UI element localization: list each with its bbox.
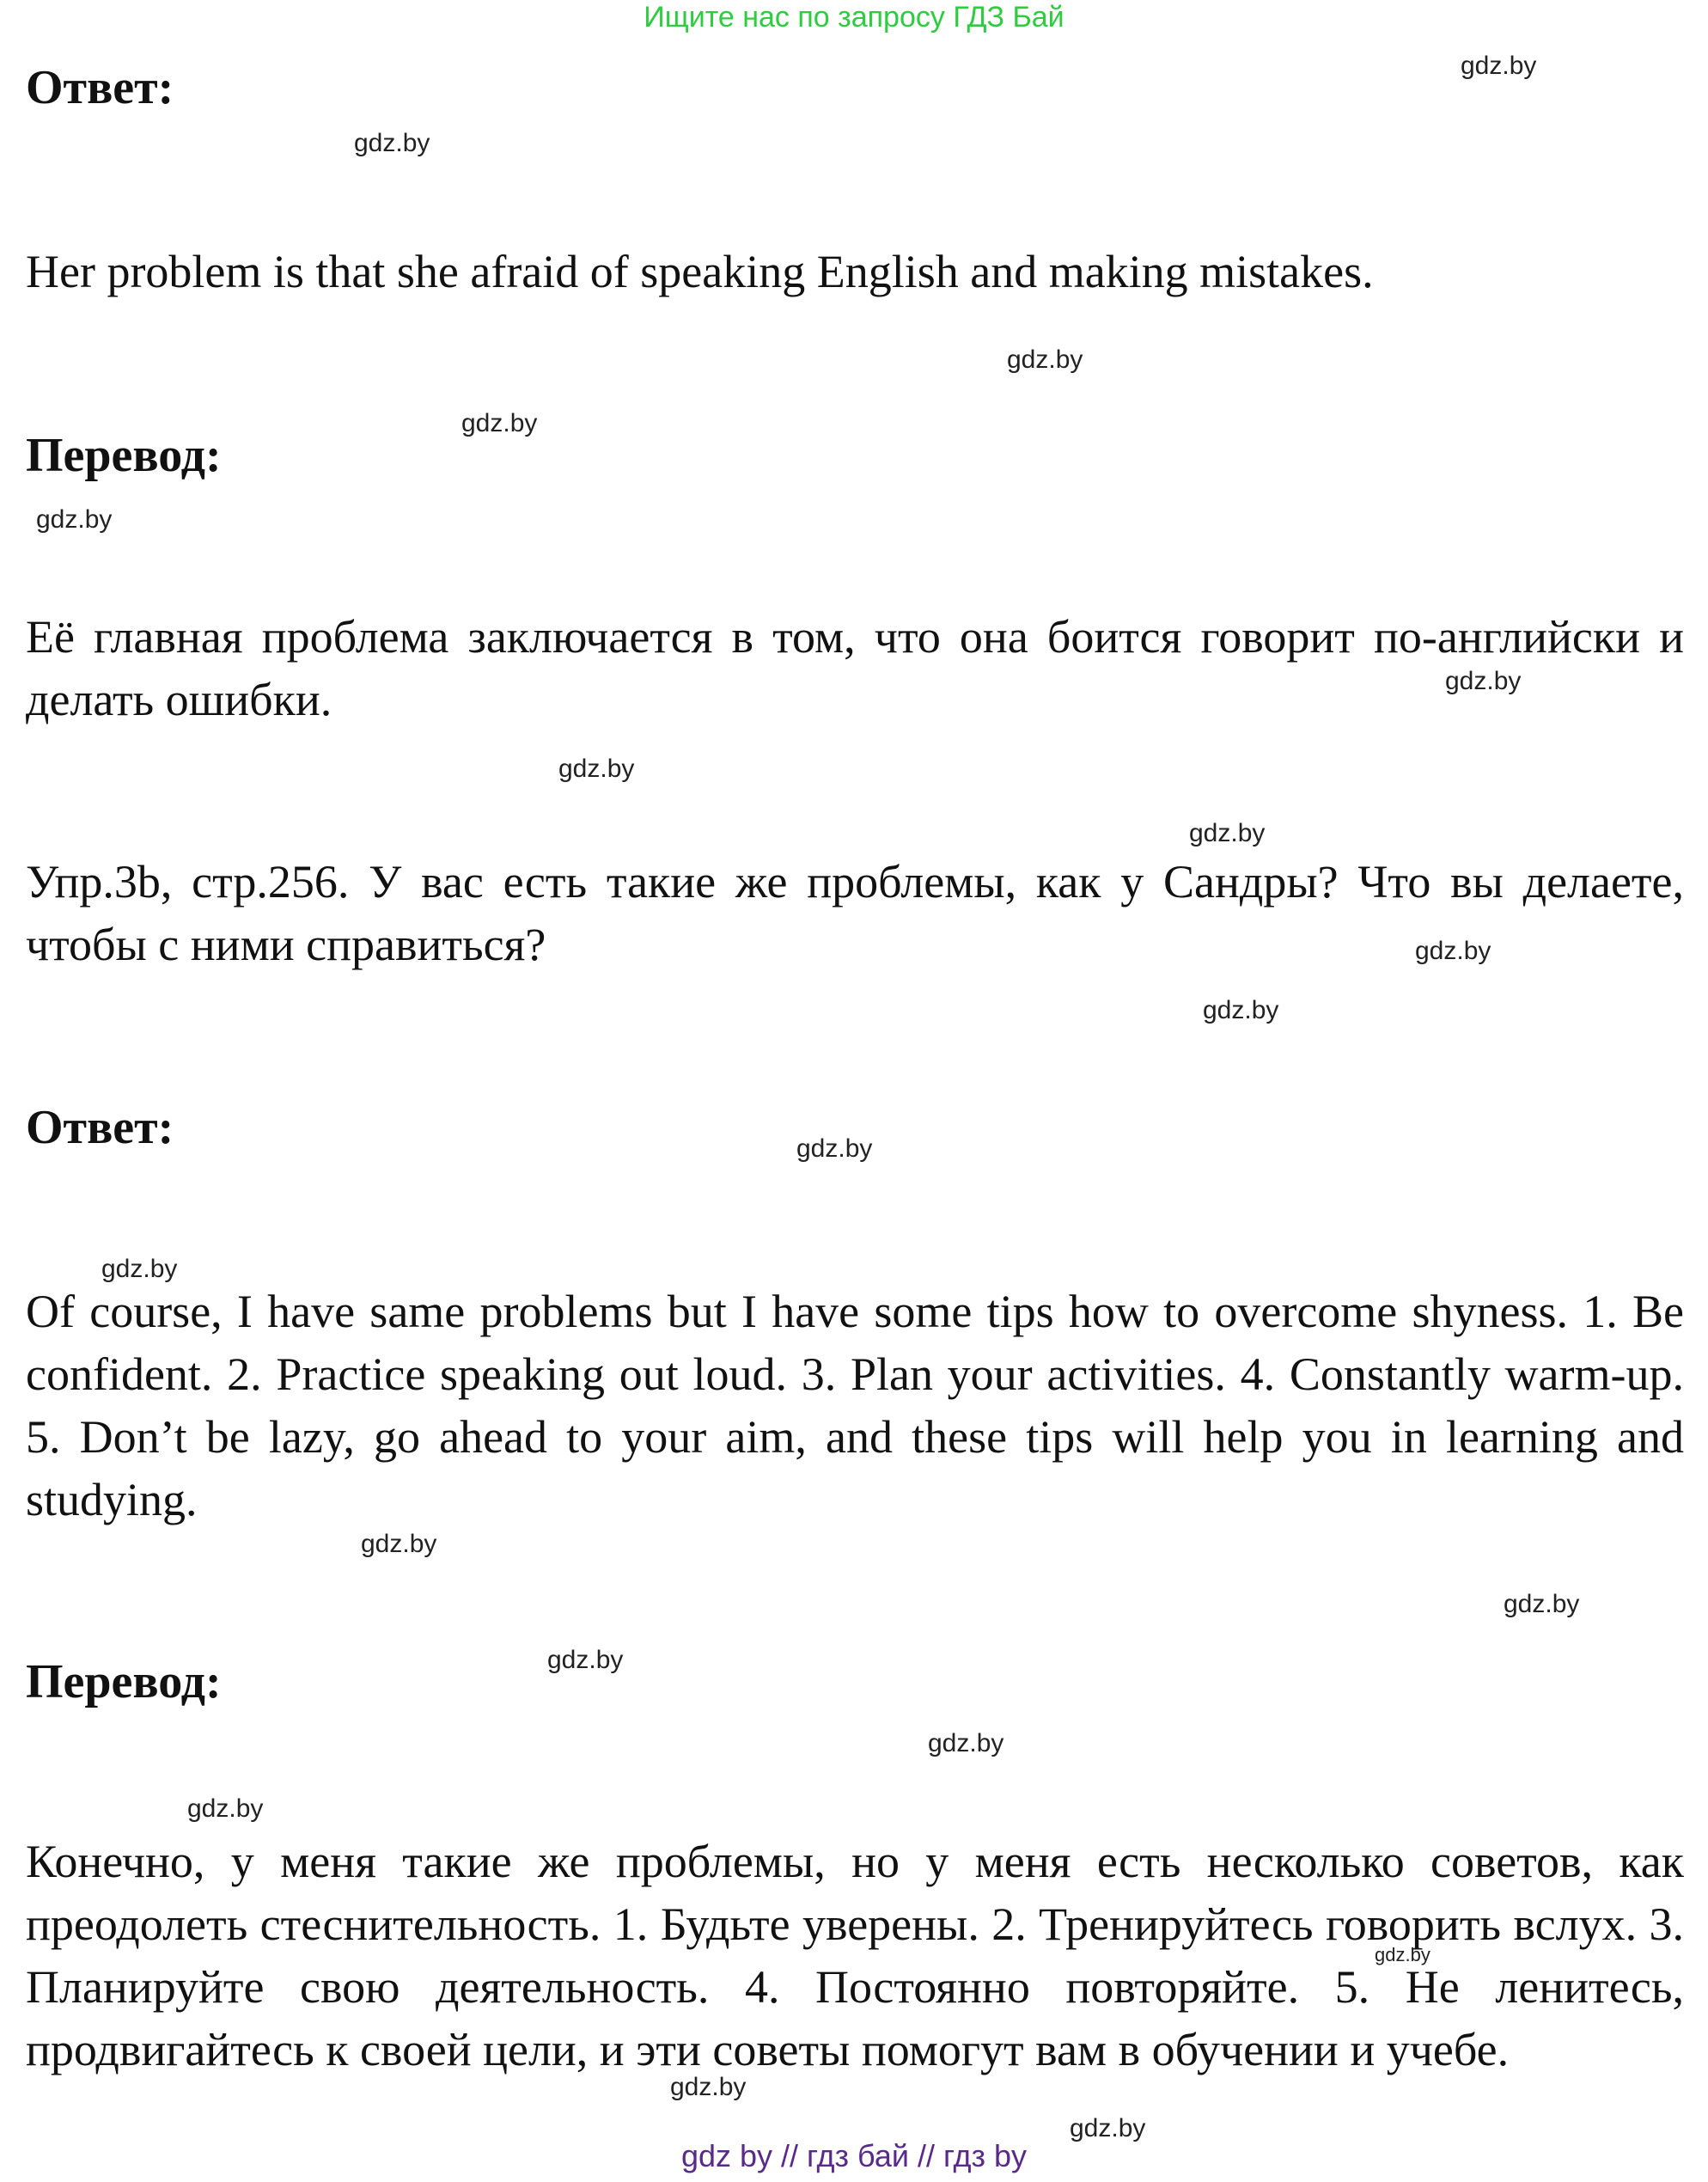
watermark: gdz.by xyxy=(187,1794,264,1823)
watermark: gdz.by xyxy=(558,755,635,783)
watermark: gdz.by xyxy=(1461,52,1537,80)
top-banner: Ищите нас по запросу ГДЗ Бай xyxy=(644,1,1064,34)
watermark: gdz.by xyxy=(1415,937,1491,965)
translation-heading: Перевод: xyxy=(26,429,222,482)
watermark: gdz.by xyxy=(36,505,113,534)
watermark: gdz.by xyxy=(1203,996,1279,1024)
watermark: gdz.by xyxy=(1504,1590,1580,1618)
watermark: gdz.by xyxy=(1070,2114,1146,2142)
answer-text-2: Of course, I have same problems but I have some tips how to overcome shyness. 1. Be confident. 2. Practice speaking out loud. 3. Plan your activities. 4. Constantly warm-up. 5. Don’t be lazy, go ahead to your aim, and these tips will help you in learning and studying. xyxy=(26,1286,1684,1525)
answer-text: Her problem is that she afraid of speaking English and making mistakes. xyxy=(26,246,1374,297)
translation-text: Её главная проблема заключается в том, что она боится говорит по-английски и делать ошибки. xyxy=(26,611,1684,725)
watermark: gdz.by xyxy=(1375,1944,1430,1965)
watermark: gdz.by xyxy=(547,1646,624,1674)
exercise-question: Упр.3b, стр.256. У вас есть такие же проблемы, как у Сандры? Что вы делаете, чтобы с ними справиться? xyxy=(26,856,1684,970)
watermark: gdz.by xyxy=(101,1255,178,1283)
watermark: gdz.by xyxy=(928,1729,1004,1757)
translation-text-2: Конечно, у меня такие же проблемы, но у меня есть несколько советов, как преодолеть стеснительность. 1. Будьте уверены. 2. Тренируйтесь говорить вслух. 3. Планируйте свою деятельность. 4. Постоянно повторяйте. 5. Не ленитесь, продвигайтесь к своей цели, и эти советы помогут вам в обучении и учебе. xyxy=(26,1836,1684,2075)
watermark: gdz.by xyxy=(361,1530,437,1558)
watermark: gdz.by xyxy=(1007,345,1083,374)
watermark: gdz.by xyxy=(1445,667,1522,695)
watermark: gdz.by xyxy=(1189,819,1266,847)
answer-heading-2: Ответ: xyxy=(26,1101,174,1154)
watermark: gdz.by xyxy=(796,1134,873,1163)
watermark: gdz.by xyxy=(670,2073,747,2101)
answer-heading: Ответ: xyxy=(26,61,174,114)
watermark: gdz.by xyxy=(354,129,430,157)
footer: gdz by // гдз бай // гдз by xyxy=(680,2138,1028,2173)
watermark: gdz.by xyxy=(461,409,538,437)
translation-heading-2: Перевод: xyxy=(26,1655,222,1708)
